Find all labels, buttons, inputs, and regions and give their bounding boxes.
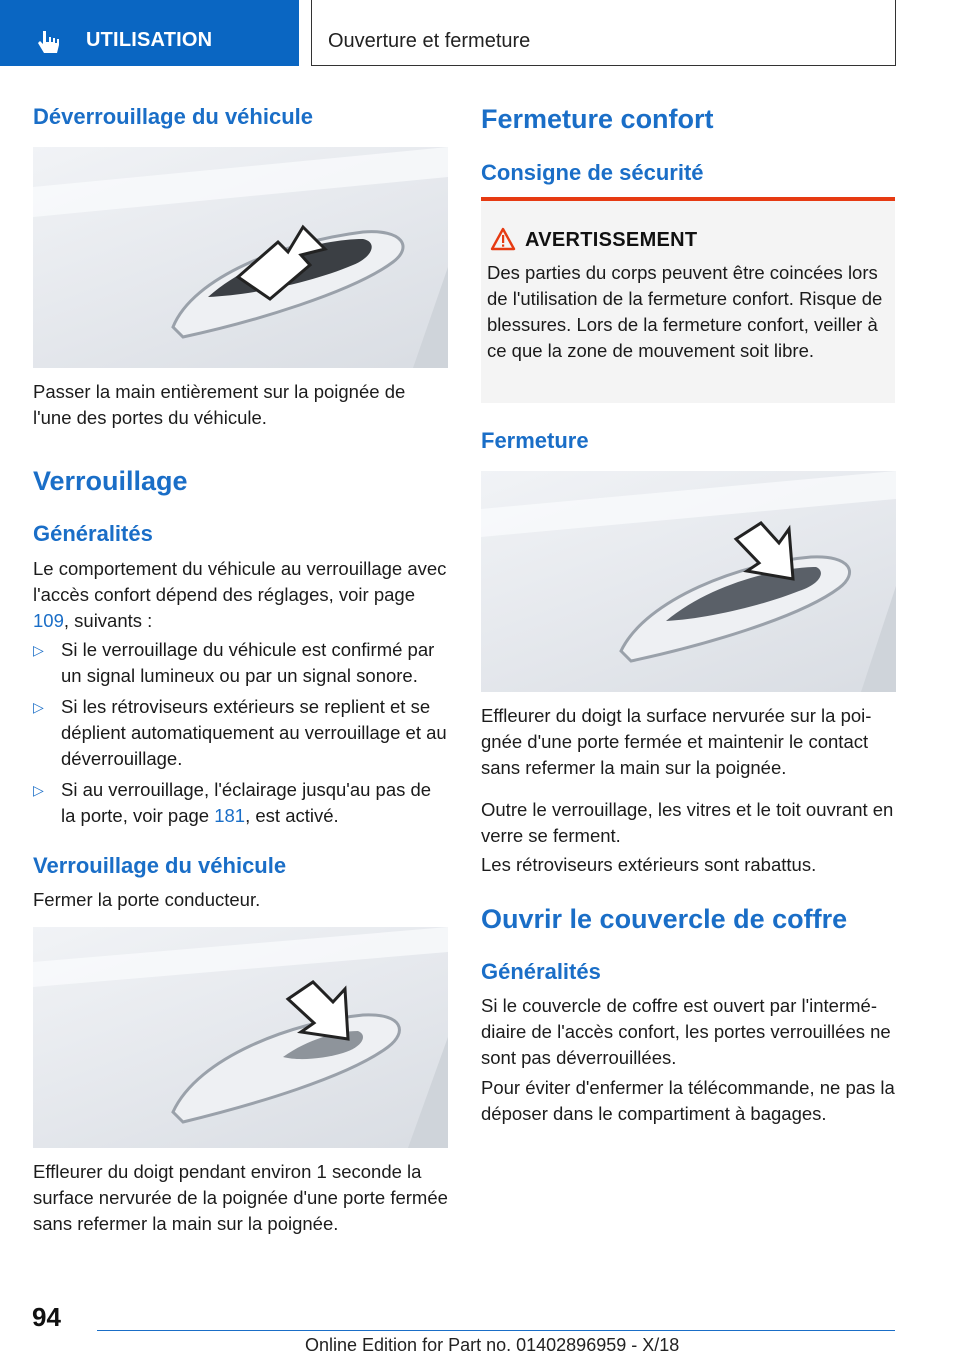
bullet-triangle-icon: ▷ [33, 699, 44, 715]
heading-generalites-left: Généralités [33, 521, 153, 546]
paragraph-effleurer-left: Effleurer du doigt pendant environ 1 seconde la surface nervurée de la poignée d'une porte fermée sans refermer la main sur la poignée. [33, 1161, 448, 1234]
paragraph-generalites: Le comportement du véhicule au verrouillage avec l'accès confort dépend des réglages, voir page 109, suivants : [33, 558, 447, 631]
paragraph-outre: Outre le verrouillage, les vitres et le toit ouvrant en verre se ferment. [481, 799, 894, 846]
paragraph-deverrouillage: Passer la main entièrement sur la poignée de l'une des portes du véhicule. [33, 381, 406, 428]
door-handle-photo-unlock [33, 147, 448, 368]
heading-verrouillage-vehicule: Verrouillage du véhicule [33, 853, 287, 878]
warning-text: Des parties du corps peuvent être coincées lors de l'utilisation de la fermeture confort. Risque de blessures. Lors de la fermeture confort, veiller à ce que la zone de mouvement soit libre. [487, 262, 883, 361]
page-link-109[interactable]: 109 [33, 610, 64, 631]
door-handle-photo-lock [33, 927, 448, 1148]
warning-title: AVERTISSEMENT [525, 229, 698, 251]
heading-verrouillage: Verrouillage [33, 466, 188, 496]
heading-fermeture: Fermeture [481, 428, 589, 453]
bullet-triangle-icon: ▷ [33, 782, 44, 798]
paragraph-retroviseurs: Les rétroviseurs extérieurs sont rabattus. [481, 854, 817, 875]
hand-icon [34, 27, 64, 57]
section-tab [0, 0, 299, 66]
bullet-triangle-icon: ▷ [33, 642, 44, 658]
page-link-181[interactable]: 181 [214, 805, 246, 826]
heading-coffre: Ouvrir le couvercle de coffre [481, 904, 848, 934]
footer-edition: Online Edition for Part no. 01402896959 - X/18 [305, 1335, 680, 1355]
page-number: 94 [32, 1302, 61, 1332]
warning-box [481, 197, 895, 403]
chapter-box [311, 0, 896, 66]
heading-generalites-right: Généralités [481, 959, 601, 984]
heading-fermeture-confort: Fermeture confort [481, 104, 714, 134]
paragraph-effleurer-right: Effleurer du doigt la surface nervurée sur la poignée d'une porte fermée et maintenir le contact sans refermer la main sur la poignée. [481, 705, 872, 778]
paragraph-fermer: Fermer la porte conducteur. [33, 889, 261, 910]
warning-triangle-icon [490, 227, 516, 251]
door-handle-photo-close [481, 471, 896, 692]
chapter-title: Ouverture et fermeture [328, 30, 531, 52]
footer-divider [97, 1330, 895, 1331]
section-title: UTILISATION [86, 29, 213, 51]
heading-deverrouillage: Déverrouillage du véhicule [33, 104, 313, 129]
paragraph-coffre-2: Pour éviter d'enfermer la télécommande, ne pas la déposer dans le compartiment à bagages. [481, 1077, 895, 1124]
paragraph-coffre-1: Si le couvercle de coffre est ouvert par l'intermédiaire de l'accès confort, les portes verrouillées ne sont pas déverrouillées. [481, 995, 891, 1068]
heading-consigne: Consigne de sécurité [481, 160, 704, 185]
